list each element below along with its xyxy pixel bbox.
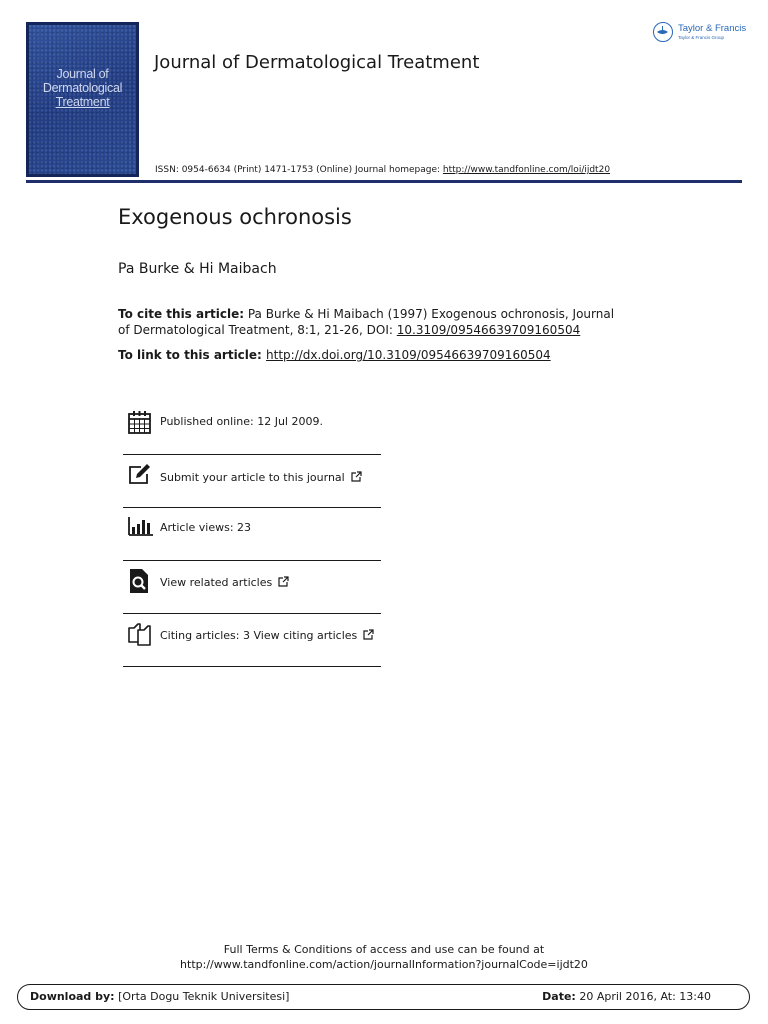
download-by bbox=[30, 990, 289, 1003]
citation-block bbox=[118, 307, 618, 338]
citing-documents-icon bbox=[127, 621, 153, 647]
submit-article-link[interactable] bbox=[160, 471, 362, 484]
cite-label: To cite this article: bbox=[118, 307, 245, 321]
search-document-icon bbox=[127, 568, 153, 594]
external-link-icon bbox=[351, 471, 362, 482]
row-divider bbox=[123, 454, 381, 455]
article-link-block bbox=[118, 348, 551, 362]
publisher-name: Taylor & Francis bbox=[678, 23, 747, 34]
publisher-logo[interactable] bbox=[653, 22, 745, 48]
row-divider bbox=[123, 560, 381, 561]
citing-articles-link[interactable] bbox=[160, 629, 374, 642]
header-divider bbox=[26, 180, 742, 183]
row-divider bbox=[123, 507, 381, 508]
cover-title-line: Dermatological bbox=[42, 81, 123, 95]
edit-icon bbox=[127, 463, 153, 489]
terms-notice bbox=[0, 942, 768, 972]
publisher-group: Taylor & Francis Group bbox=[678, 35, 725, 40]
download-info-bar bbox=[17, 984, 750, 1010]
issn-line bbox=[155, 165, 610, 175]
row-divider bbox=[123, 613, 381, 614]
journal-title: Journal of Dermatological Treatment bbox=[154, 52, 480, 73]
terms-url-link[interactable]: http://www.tandfonline.com/action/journalInformation?journalCode=ijdt20 bbox=[180, 958, 588, 971]
doi-link[interactable]: 10.3109/09546639709160504 bbox=[396, 322, 581, 337]
download-date bbox=[542, 990, 711, 1003]
terms-line: Full Terms & Conditions of access and use can be found at bbox=[223, 943, 545, 956]
date-label: Date: bbox=[542, 990, 576, 1003]
article-title: Exogenous ochronosis bbox=[118, 205, 352, 229]
cover-title bbox=[29, 67, 136, 109]
article-authors: Pa Burke & Hi Maibach bbox=[118, 261, 277, 277]
related-articles-label: View related articles bbox=[160, 576, 273, 589]
date-value: 20 April 2016, At: 13:40 bbox=[575, 990, 711, 1003]
issn-text: ISSN: 0954-6634 (Print) 1471-1753 (Online) Journal homepage: bbox=[155, 165, 443, 175]
download-institution: [Orta Dogu Teknik Universitesi] bbox=[114, 990, 290, 1003]
calendar-icon bbox=[127, 409, 153, 435]
external-link-icon bbox=[363, 629, 374, 640]
cover-title-line: Journal of bbox=[56, 67, 109, 81]
cover-title-line: Treatment bbox=[55, 95, 110, 109]
citing-articles-label: Citing articles: 3 View citing articles bbox=[160, 629, 358, 642]
download-label: Download by: bbox=[30, 990, 115, 1003]
link-label: To link to this article: bbox=[118, 348, 267, 362]
cite-text: Pa Burke & Hi Maibach (1997) Exogenous ochronosis, Journal of Dermatological Treatment, 8:1, 21-26, DOI: bbox=[118, 307, 615, 337]
related-articles-link[interactable] bbox=[160, 576, 289, 589]
article-views: Article views: 23 bbox=[160, 521, 252, 534]
submit-article-label: Submit your article to this journal bbox=[160, 471, 345, 484]
journal-cover-image bbox=[26, 22, 139, 177]
article-url-link[interactable]: http://dx.doi.org/10.3109/09546639709160504 bbox=[266, 348, 551, 362]
journal-homepage-link[interactable]: http://www.tandfonline.com/loi/ijdt20 bbox=[442, 165, 611, 175]
publisher-logo-icon bbox=[653, 22, 673, 42]
external-link-icon bbox=[278, 576, 289, 587]
row-divider bbox=[123, 666, 381, 667]
bar-chart-icon bbox=[127, 515, 153, 541]
published-date: Published online: 12 Jul 2009. bbox=[160, 415, 323, 428]
